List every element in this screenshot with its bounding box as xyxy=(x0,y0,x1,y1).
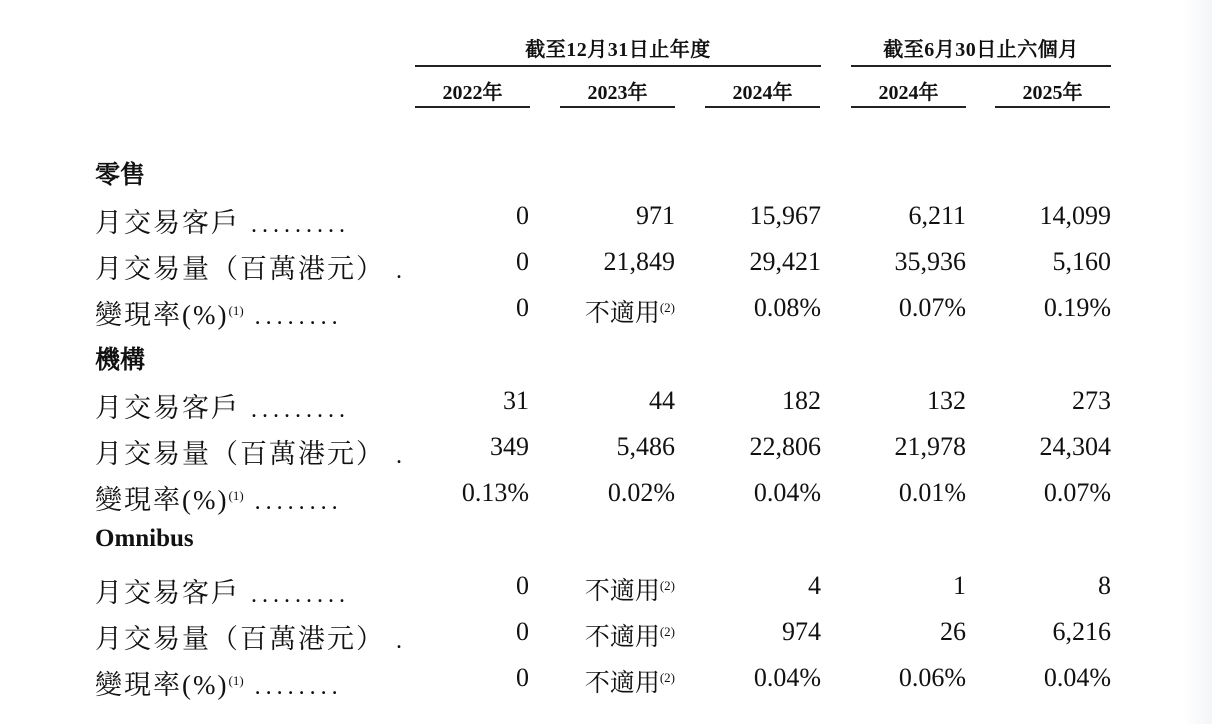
row-label: 月交易客戶 ......... xyxy=(95,578,350,608)
table-cell: 0.08% xyxy=(753,293,821,322)
group-header-rule xyxy=(851,65,1111,67)
row-label: 月交易量（百萬港元） . xyxy=(95,439,407,469)
table-cell: 132 xyxy=(927,386,966,415)
row-label: 變現率(%)$^{(1)}$ ........ xyxy=(95,670,343,700)
section-title: Omnibus xyxy=(95,525,194,552)
row-label: 月交易客戶 ......... xyxy=(95,393,350,423)
table-cell: 0.07% xyxy=(1043,478,1111,507)
table-cell: 4 xyxy=(808,571,821,600)
year-header-rule xyxy=(705,106,820,108)
leader-dots: ......... xyxy=(240,212,350,238)
table-cell: 不適用$^{(2)}$ xyxy=(584,670,675,697)
table-cell: 15,967 xyxy=(749,201,821,230)
row-label: 變現率(%)$^{(1)}$ ........ xyxy=(95,485,343,515)
table-cell: 不適用$^{(2)}$ xyxy=(584,578,675,605)
table-cell: 182 xyxy=(782,386,821,415)
table-cell: 0.07% xyxy=(898,293,966,322)
table-cell: 6,211 xyxy=(908,201,966,230)
table-cell: 0.02% xyxy=(607,478,675,507)
table-cell: 974 xyxy=(782,617,821,646)
table-cell: 0 xyxy=(516,201,529,230)
table-cell: 5,160 xyxy=(1052,247,1111,276)
table-cell: 0.06% xyxy=(898,663,966,692)
table-cell: 35,936 xyxy=(894,247,966,276)
table-cell: 14,099 xyxy=(1039,201,1111,230)
year-header-rule xyxy=(995,106,1110,108)
year-header-rule xyxy=(560,106,675,108)
table-cell: 0 xyxy=(516,247,529,276)
table-cell: 349 xyxy=(490,432,529,461)
table-cell: 0 xyxy=(516,617,529,646)
year-column-header: 2024年 xyxy=(732,82,793,104)
row-label: 月交易客戶 ......... xyxy=(95,208,350,238)
table-cell: 不適用$^{(2)}$ xyxy=(584,624,675,651)
footnote-marker: (1) xyxy=(228,303,244,318)
leader-dots: ........ xyxy=(243,489,343,515)
footnote-marker: (1) xyxy=(228,488,244,503)
row-label: 變現率(%)$^{(1)}$ ........ xyxy=(95,300,343,330)
year-column-header: 2022年 xyxy=(442,82,503,104)
leader-dots: . xyxy=(385,443,407,469)
table-cell: 0 xyxy=(516,663,529,692)
year-column-header: 2024年 xyxy=(878,82,939,104)
leader-dots: ......... xyxy=(240,397,350,423)
table-cell: 5,486 xyxy=(616,432,675,461)
year-column-header: 2025年 xyxy=(1022,82,1083,104)
leader-dots: ........ xyxy=(243,304,343,330)
table-cell: 0.04% xyxy=(753,663,821,692)
table-cell: 8 xyxy=(1098,571,1111,600)
page-edge-shade xyxy=(1182,0,1212,724)
table-cell: 273 xyxy=(1072,386,1111,415)
table-cell: 44 xyxy=(649,386,675,415)
table-cell: 26 xyxy=(940,617,966,646)
table-cell: 31 xyxy=(503,386,529,415)
table-cell: 0.04% xyxy=(753,478,821,507)
table-cell: 24,304 xyxy=(1039,432,1111,461)
footnote-marker: (1) xyxy=(228,673,244,688)
leader-dots: . xyxy=(385,258,407,284)
leader-dots: ......... xyxy=(240,582,350,608)
table-cell: 0 xyxy=(516,293,529,322)
table-cell: 0 xyxy=(516,571,529,600)
leader-dots: ........ xyxy=(243,674,343,700)
table-cell: 0.01% xyxy=(898,478,966,507)
group-header-six-months: 截至6月30日止六個月 xyxy=(883,39,1079,61)
year-header-rule xyxy=(415,106,530,108)
table-cell: 29,421 xyxy=(749,247,821,276)
table-cell: 22,806 xyxy=(749,432,821,461)
leader-dots: . xyxy=(385,628,407,654)
table-cell: 6,216 xyxy=(1052,617,1111,646)
row-label: 月交易量（百萬港元） . xyxy=(95,254,407,284)
group-header-fiscal-year: 截至12月31日止年度 xyxy=(525,39,711,61)
row-label: 月交易量（百萬港元） . xyxy=(95,624,407,654)
table-cell: 21,978 xyxy=(894,432,966,461)
group-header-rule xyxy=(415,65,821,67)
table-cell: 0.04% xyxy=(1043,663,1111,692)
table-cell: 21,849 xyxy=(603,247,675,276)
table-cell: 不適用$^{(2)}$ xyxy=(584,300,675,327)
section-title: 零售 xyxy=(95,162,146,189)
section-title: 機構 xyxy=(95,347,146,374)
year-column-header: 2023年 xyxy=(587,82,648,104)
table-cell: 971 xyxy=(636,201,675,230)
table-cell: 0.13% xyxy=(461,478,529,507)
table-cell: 0.19% xyxy=(1043,293,1111,322)
year-header-rule xyxy=(851,106,966,108)
table-cell: 1 xyxy=(953,571,966,600)
